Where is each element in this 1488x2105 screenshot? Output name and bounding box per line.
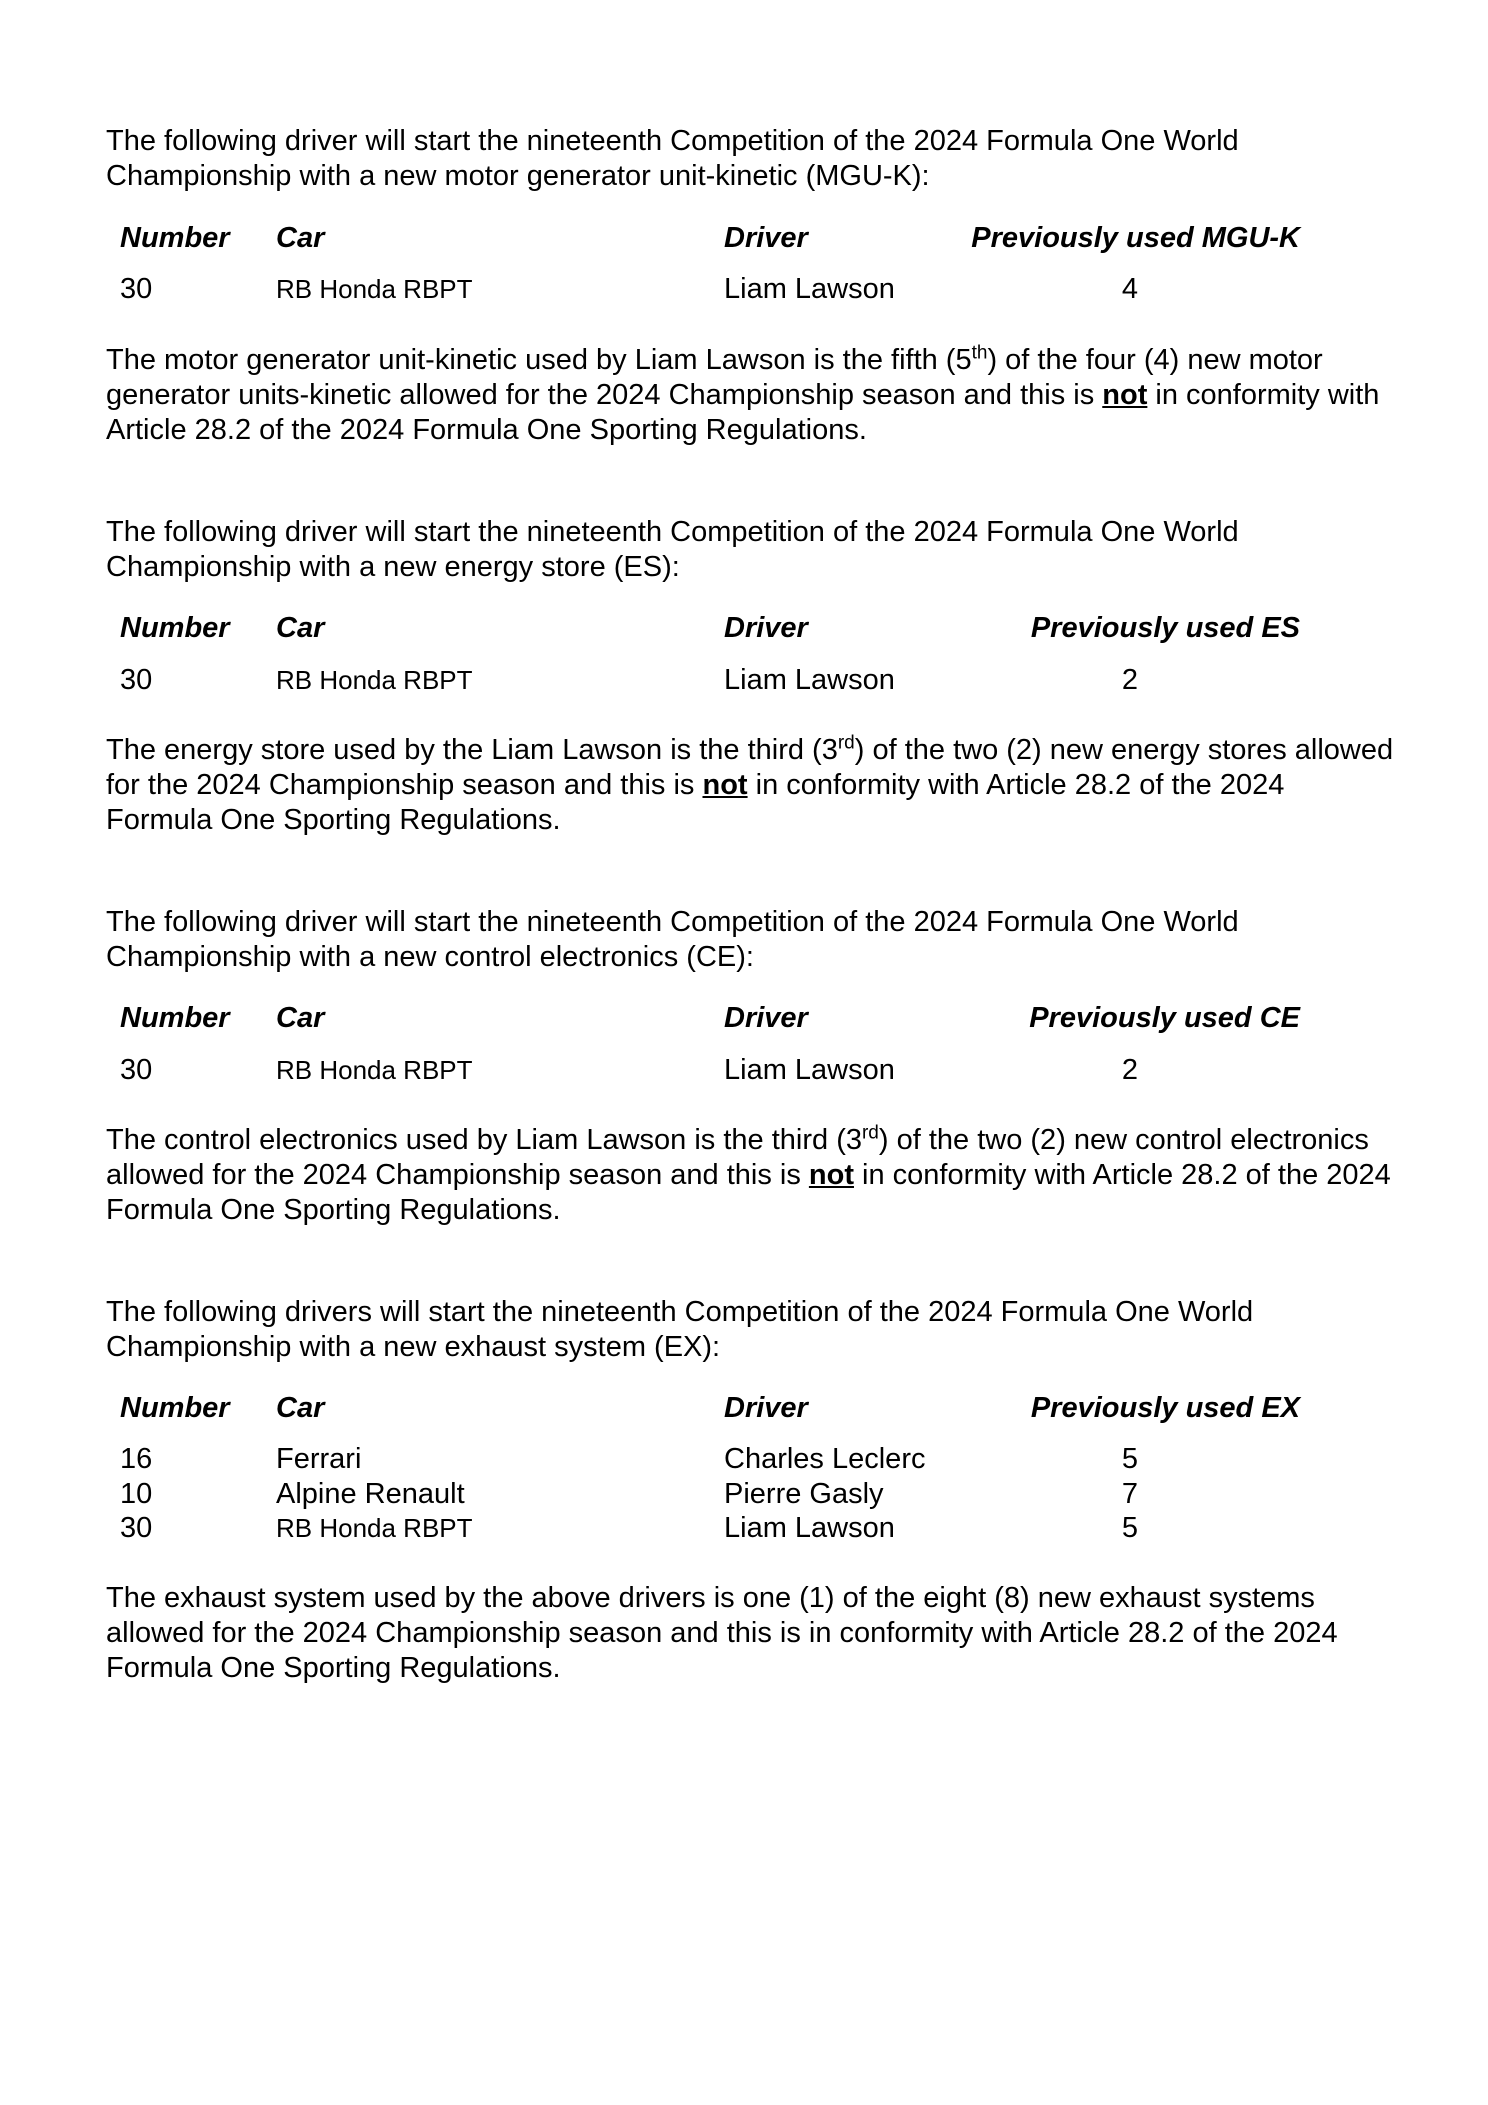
note-text: The energy store used by the Liam Lawson is the third (3 xyxy=(106,734,838,766)
cell-prev: 5 xyxy=(1121,1512,1139,1544)
header-number: Number xyxy=(120,612,230,644)
table-header xyxy=(0,220,1488,256)
note-superscript: rd xyxy=(837,732,855,754)
table-header xyxy=(0,1390,1488,1426)
cell-car: Ferrari xyxy=(276,1443,362,1475)
cell-prev: 4 xyxy=(1121,273,1139,305)
header-prev: Previously used CE xyxy=(1029,1002,1300,1034)
cell-number: 30 xyxy=(120,1054,153,1086)
header-prev: Previously used MGU-K xyxy=(971,222,1300,254)
cell-driver: Liam Lawson xyxy=(724,273,895,305)
note-superscript: th xyxy=(971,342,988,364)
cell-car: RB Honda RBPT xyxy=(276,1055,473,1085)
section-note xyxy=(106,1123,1396,1228)
section-intro: The following drivers will start the nineteenth Competition of the 2024 Formula One World Championship with a new exhaust system (EX): xyxy=(106,1296,1254,1363)
header-number: Number xyxy=(120,1392,230,1424)
cell-car: RB Honda RBPT xyxy=(276,274,473,304)
cell-number: 10 xyxy=(120,1478,153,1510)
header-car: Car xyxy=(276,612,325,644)
cell-number: 30 xyxy=(120,1512,153,1544)
section-note xyxy=(106,343,1396,448)
header-number: Number xyxy=(120,1002,230,1034)
header-driver: Driver xyxy=(724,222,808,254)
table-header xyxy=(0,610,1488,646)
note-text: in conformity with Article 28.2 of the 2024 Formula One Sporting Regulations. xyxy=(106,1159,1391,1226)
cell-car: RB Honda RBPT xyxy=(276,1513,473,1543)
cell-number: 16 xyxy=(120,1443,153,1475)
cell-number: 30 xyxy=(120,664,153,696)
cell-prev: 2 xyxy=(1121,1054,1139,1086)
cell-car: Alpine Renault xyxy=(276,1478,465,1510)
note-text: in conformity with Article 28.2 of the 2024 Formula One Sporting Regulations. xyxy=(106,769,1285,836)
cell-number: 30 xyxy=(120,273,153,305)
header-prev: Previously used ES xyxy=(1030,612,1300,644)
cell-prev: 5 xyxy=(1121,1443,1139,1475)
section-note: The exhaust system used by the above drivers is one (1) of the eight (8) new exhaust systems allowed for the 2024 Championship season and this is in conformity with Article 28.2 of the 2024 Formula One Sporting Regulations. xyxy=(106,1582,1338,1684)
header-driver: Driver xyxy=(724,1392,808,1424)
cell-driver: Pierre Gasly xyxy=(724,1478,884,1510)
table-row xyxy=(0,1510,1488,1546)
header-driver: Driver xyxy=(724,612,808,644)
note-text: in conformity with Article 28.2 of the 2024 Formula One Sporting Regulations. xyxy=(106,379,1380,446)
table-header xyxy=(0,1000,1488,1036)
table-row xyxy=(0,1476,1488,1512)
header-prev: Previously used EX xyxy=(1030,1392,1300,1424)
section-intro: The following driver will start the nineteenth Competition of the 2024 Formula One World Championship with a new motor generator unit-kinetic (MGU-K): xyxy=(106,125,1239,192)
table-row xyxy=(0,1441,1488,1477)
table-row xyxy=(0,1052,1488,1088)
note-text: The control electronics used by Liam Lawson is the third (3 xyxy=(106,1124,862,1156)
header-car: Car xyxy=(276,1392,325,1424)
note-text: ) of the four (4) new motor generator units-kinetic allowed for the 2024 Championship season and this is xyxy=(106,344,1323,411)
cell-driver: Charles Leclerc xyxy=(724,1443,926,1475)
note-emphasis: not xyxy=(702,769,748,801)
cell-driver: Liam Lawson xyxy=(724,664,895,696)
cell-driver: Liam Lawson xyxy=(724,1512,895,1544)
header-car: Car xyxy=(276,222,325,254)
section-intro: The following driver will start the nineteenth Competition of the 2024 Formula One World Championship with a new control electronics (CE): xyxy=(106,906,1239,973)
header-number: Number xyxy=(120,222,230,254)
cell-prev: 2 xyxy=(1121,664,1139,696)
note-text: ) of the two (2) new energy stores allowed for the 2024 Championship season and this is xyxy=(106,734,1394,801)
note-text: ) of the two (2) new control electronics allowed for the 2024 Championship season and this is xyxy=(106,1124,1369,1191)
table-row xyxy=(0,662,1488,698)
cell-car: RB Honda RBPT xyxy=(276,665,473,695)
note-text: The motor generator unit-kinetic used by Liam Lawson is the fifth (5 xyxy=(106,344,972,376)
note-emphasis: not xyxy=(1102,379,1148,411)
header-car: Car xyxy=(276,1002,325,1034)
cell-prev: 7 xyxy=(1121,1478,1139,1510)
note-superscript: rd xyxy=(861,1122,879,1144)
section-note xyxy=(106,733,1396,838)
section-intro: The following driver will start the nineteenth Competition of the 2024 Formula One World Championship with a new energy store (ES): xyxy=(106,516,1239,583)
cell-driver: Liam Lawson xyxy=(724,1054,895,1086)
header-driver: Driver xyxy=(724,1002,808,1034)
note-emphasis: not xyxy=(808,1159,854,1191)
table-row xyxy=(0,271,1488,307)
